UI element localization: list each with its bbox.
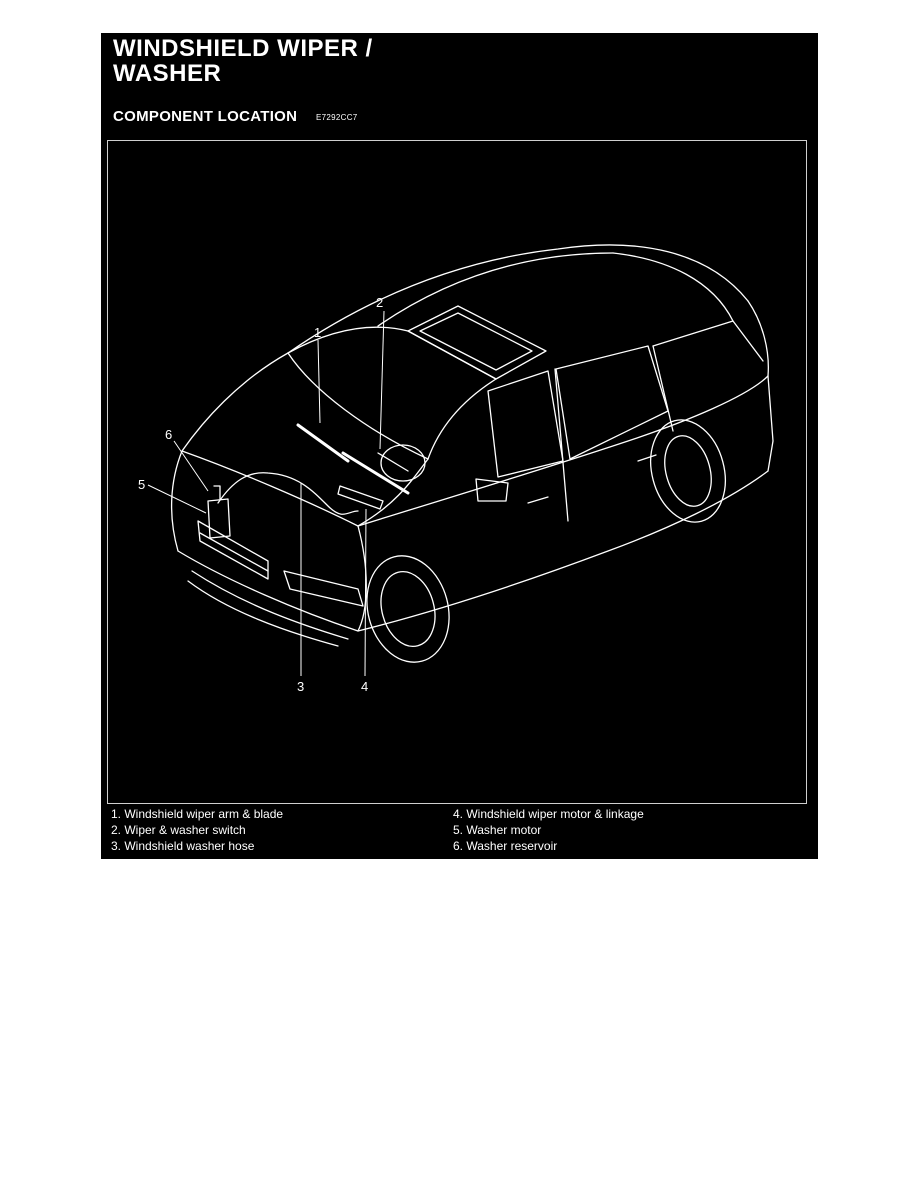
figure-code: E7292CC7 — [316, 113, 358, 122]
section-heading: COMPONENT LOCATION — [113, 108, 298, 125]
legend-item: 3. Windshield washer hose — [111, 839, 255, 853]
callout-2: 2 — [376, 295, 384, 310]
callout-1: 1 — [314, 325, 322, 340]
legend-item: 1. Windshield wiper arm & blade — [111, 807, 284, 821]
callout-3: 3 — [297, 679, 305, 694]
car-diagram — [108, 141, 806, 803]
legend-right — [453, 806, 644, 854]
callout-leaders — [148, 311, 384, 676]
car-outline — [172, 245, 773, 672]
callout-labels — [138, 295, 383, 694]
manual-sheet — [101, 33, 818, 859]
legend-item: 4. Windshield wiper motor & linkage — [453, 807, 644, 821]
diagram-frame — [107, 140, 807, 804]
legend-left — [111, 806, 283, 854]
legend-item: 5. Washer motor — [453, 823, 542, 837]
legend-item: 2. Wiper & washer switch — [111, 823, 246, 837]
callout-4: 4 — [361, 679, 369, 694]
legend-item: 6. Washer reservoir — [453, 839, 558, 853]
callout-6: 6 — [165, 427, 173, 442]
page-title: WINDSHIELD WIPER / WASHER — [113, 35, 373, 87]
callout-5: 5 — [138, 477, 146, 492]
